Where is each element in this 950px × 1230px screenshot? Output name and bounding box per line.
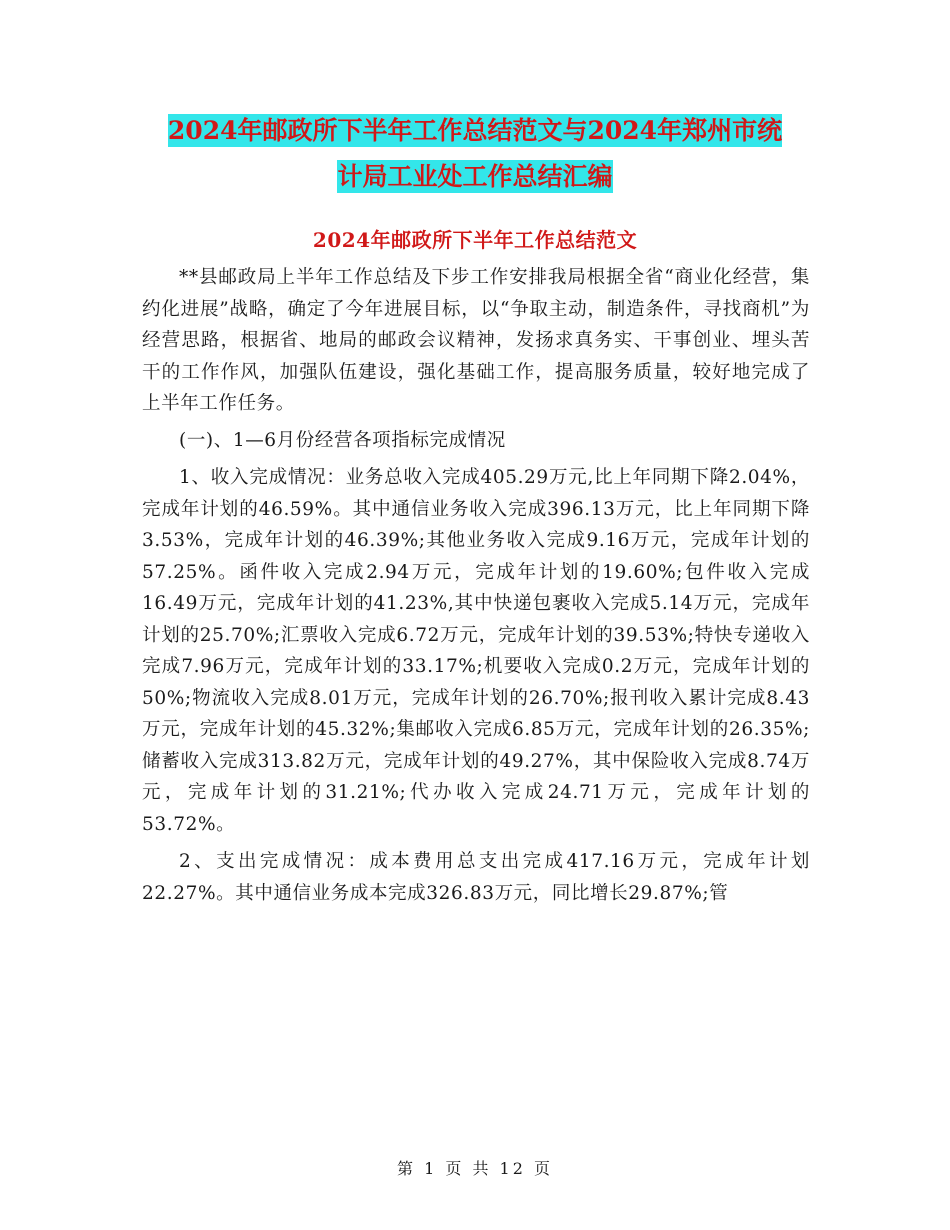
section-title: 2024年邮政所下半年工作总结范文: [312, 228, 638, 252]
page-footer: 第 1 页 共 12 页: [397, 1159, 553, 1178]
document-title: [140, 108, 810, 200]
document-title-line-1: 2024年邮政所下半年工作总结范文与2024年郑州市统: [167, 116, 783, 145]
document-body: [142, 262, 810, 914]
paragraph-expense: 2、支出完成情况：成本费用总支出完成417.16万元，完成年计划22.27%。其中通信业务成本完成326.83万元，同比增长29.87%;管: [142, 851, 810, 904]
document-title-line-2: 计局工业处工作总结汇编: [337, 162, 613, 191]
paragraph-income: 1、收入完成情况：业务总收入完成405.29万元,比上年同期下降2.04%，完成年计划的46.59%。其中通信业务收入完成396.13万元，比上年同期下降3.53%，完成年计划的46.39%;其他业务收入完成9.16万元，完成年计划的57.25%。函件收入完成2.94万元，完成年计划的19.60%;包件收入完成16.49万元，完成年计划的41.23%,其中快递包裹收入完成5.14万元，完成年计划的25.70%;汇票收入完成6.72万元，完成年计划的39.53%;特快专递收入完成7.96万元，完成年计划的33.17%;机要收入完成0.2万元，完成年计划的50%;物流收入完成8.01万元，完成年计划的26.70%;报刊收入累计完成8.43万元，完成年计划的45.32%;集邮收入完成6.85万元，完成年计划的26.35%;储蓄收入完成313.82万元，完成年计划的49.27%，其中保险收入完成8.74万元，完成年计划的31.21%;代办收入完成24.71万元，完成年计划的53.72%。: [142, 467, 810, 835]
paragraph-intro: **县邮政局上半年工作总结及下步工作安排我局根据全省“商业化经营，集约化进展”战略，确定了今年进展目标，以“争取主动，制造条件，寻找商机”为经营思路，根据省、地局的邮政会议精神，发扬求真务实、干事创业、埋头苦干的工作作风，加强队伍建设，强化基础工作，提高服务质量，较好地完成了上半年工作任务。: [142, 267, 810, 414]
paragraph-heading: (一)、1—6月份经营各项指标完成情况: [179, 429, 506, 451]
